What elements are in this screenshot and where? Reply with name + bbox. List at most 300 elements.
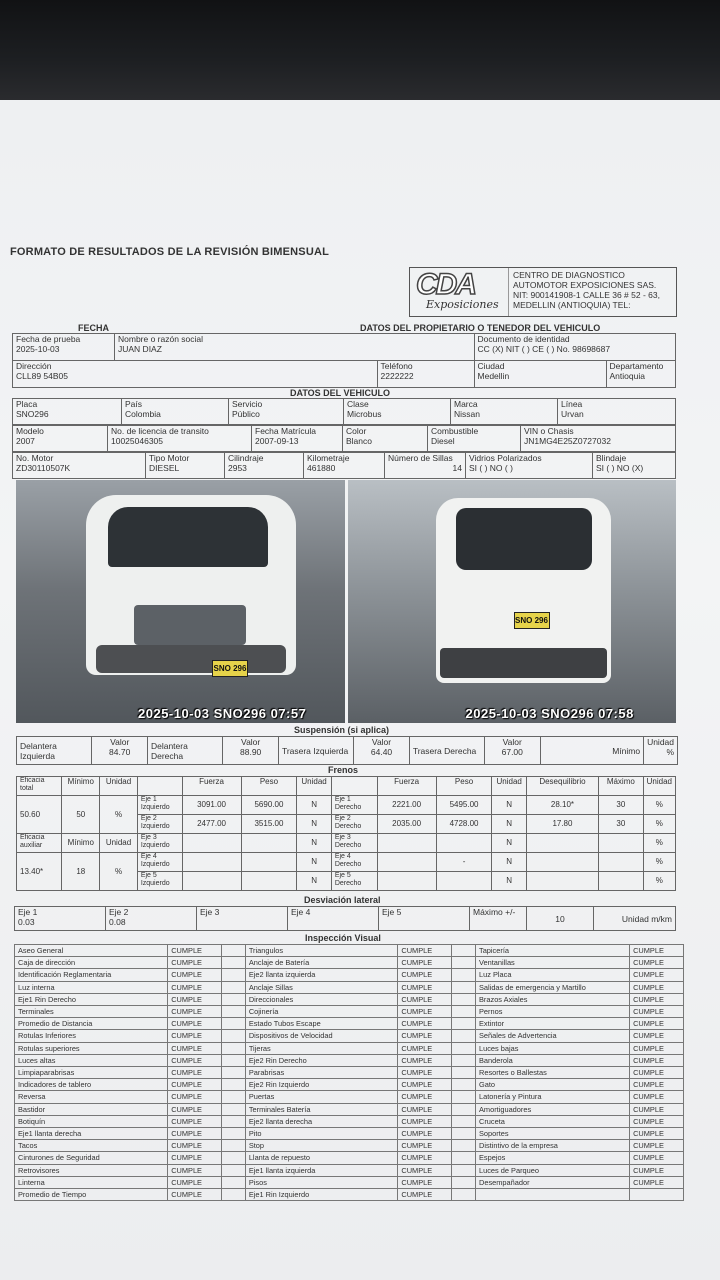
inspection-spacer	[222, 1115, 246, 1127]
inspection-item: Eje2 llanta izquierda	[245, 969, 398, 981]
inspection-item	[476, 1189, 630, 1201]
axle-left-force	[182, 872, 241, 891]
inspection-result	[630, 1189, 684, 1201]
inspection-spacer	[452, 1018, 476, 1030]
inspection-spacer	[452, 957, 476, 969]
inspection-item: Eje1 llanta derecha	[15, 1128, 168, 1140]
section-title-propietario: DATOS DEL PROPIETARIO O TENEDOR DEL VEHICULO	[360, 323, 601, 333]
inspection-item: Cinturones de Seguridad	[15, 1152, 168, 1164]
inspection-result: CUMPLE	[168, 1164, 222, 1176]
inspection-row	[15, 945, 684, 957]
brake-header: Unidad	[643, 777, 675, 796]
inspection-item: Anclaje de Batería	[245, 957, 398, 969]
inspection-spacer	[222, 1079, 246, 1091]
inspection-item: Eje2 Rin Derecho	[245, 1054, 398, 1066]
deviation-unit: Unidad m/km	[594, 907, 676, 931]
susp-value-front-left: 84.70	[109, 747, 131, 757]
inspection-row	[15, 1115, 684, 1127]
owner-city: Medellin	[477, 371, 510, 381]
brake-header: Peso	[436, 777, 492, 796]
axle-unit: %	[643, 872, 675, 891]
label: Blindaje	[596, 453, 627, 463]
label: Valor	[502, 737, 522, 747]
inspection-row	[15, 1054, 684, 1066]
axle-left-label: Eje 3 Izquierdo	[137, 834, 182, 853]
label: Color	[346, 426, 367, 436]
vehicle-country: Colombia	[125, 409, 161, 419]
owner-address: CLL89 54B05	[16, 371, 68, 381]
axle-right-weight: 4728.00	[436, 815, 492, 834]
inspection-result: CUMPLE	[168, 1189, 222, 1201]
label: Teléfono	[380, 361, 413, 371]
label: Unidad	[647, 737, 674, 747]
axle-left-label: Eje 4 Izquierdo	[137, 853, 182, 872]
label: Combustible	[431, 426, 479, 436]
inspection-row	[15, 1018, 684, 1030]
label: Fecha de prueba	[16, 334, 81, 344]
vehicle-plate: SNO296	[16, 409, 49, 419]
label: Clase	[347, 399, 369, 409]
axle-right-force	[377, 834, 436, 853]
inspection-row	[15, 1176, 684, 1188]
axle-right-force: 2035.00	[377, 815, 436, 834]
cda-logo-box	[409, 267, 677, 317]
axle-right-force	[377, 872, 436, 891]
vehicle-mileage: 461880	[307, 463, 336, 473]
susp-header: Delantera Derecha	[147, 737, 222, 765]
axle-unit: %	[643, 796, 675, 815]
inspection-item: Direccionales	[245, 993, 398, 1005]
photo-rear	[348, 480, 677, 723]
inspection-spacer	[452, 969, 476, 981]
label: Eje 1	[18, 907, 38, 917]
inspection-item: Ventanillas	[476, 957, 630, 969]
vehicle-table-2	[12, 425, 676, 452]
inspection-item: Extintor	[476, 1018, 630, 1030]
inspection-result: CUMPLE	[630, 969, 684, 981]
inspection-spacer	[222, 1018, 246, 1030]
axle-left-unit: N	[297, 834, 331, 853]
inspection-item: Luz interna	[15, 981, 168, 993]
photo-front	[16, 480, 345, 723]
inspection-result: CUMPLE	[168, 945, 222, 957]
front-plate: SNO 296	[212, 660, 248, 677]
axle-right-label: Eje 5 Derecho	[331, 872, 377, 891]
axle-left-weight	[241, 872, 297, 891]
axle-right-force: 2221.00	[377, 796, 436, 815]
axle-left-force: 3091.00	[182, 796, 241, 815]
inspection-result: CUMPLE	[168, 1103, 222, 1115]
section-title-inspeccion: Inspección Visual	[305, 933, 381, 943]
axle-left-unit: N	[297, 853, 331, 872]
inspection-item: Eje2 llanta derecha	[245, 1115, 398, 1127]
cda-logo	[410, 268, 509, 316]
inspection-item: Dispositivos de Velocidad	[245, 1030, 398, 1042]
inspection-result: CUMPLE	[398, 993, 452, 1005]
inspection-spacer	[452, 945, 476, 957]
vehicle-color: Blanco	[346, 436, 372, 446]
brake-efficiency-aux: 13.40*	[17, 853, 62, 891]
inspection-result: CUMPLE	[630, 1030, 684, 1042]
brake-header: Mínimo	[62, 777, 100, 796]
label: Vidrios Polarizados	[469, 453, 542, 463]
inspection-result: CUMPLE	[630, 981, 684, 993]
inspection-result: CUMPLE	[630, 1140, 684, 1152]
inspection-result: CUMPLE	[398, 1176, 452, 1188]
inspection-result: CUMPLE	[630, 1091, 684, 1103]
vehicle-model: 2007	[16, 436, 35, 446]
inspection-result: CUMPLE	[630, 1079, 684, 1091]
inspection-spacer	[222, 1176, 246, 1188]
inspection-result: CUMPLE	[630, 1115, 684, 1127]
inspection-result: CUMPLE	[630, 1176, 684, 1188]
vehicle-seats: 14	[452, 463, 462, 473]
inspection-spacer	[452, 1030, 476, 1042]
inspection-item: Señales de Advertencia	[476, 1030, 630, 1042]
inspection-spacer	[222, 969, 246, 981]
rear-bumper	[440, 648, 607, 678]
axle-left-force: 2477.00	[182, 815, 241, 834]
cda-logo-mark: CDA	[416, 268, 475, 301]
axle-left-force	[182, 834, 241, 853]
inspection-spacer	[452, 1152, 476, 1164]
label: Ciudad	[477, 361, 505, 371]
inspection-item: Amortiguadores	[476, 1103, 630, 1115]
label: Número de Sillas	[388, 453, 453, 463]
inspection-row	[15, 1152, 684, 1164]
label: Eje 4	[291, 907, 311, 917]
inspection-result: CUMPLE	[398, 945, 452, 957]
inspection-spacer	[222, 1030, 246, 1042]
bumper	[96, 645, 286, 673]
inspection-result: CUMPLE	[398, 1140, 452, 1152]
inspection-item: Luz Placa	[476, 969, 630, 981]
inspection-item: Luces bajas	[476, 1042, 630, 1054]
inspection-result: CUMPLE	[168, 1115, 222, 1127]
inspection-result: CUMPLE	[630, 957, 684, 969]
axle-unit: %	[643, 834, 675, 853]
inspection-spacer	[222, 945, 246, 957]
inspection-result: CUMPLE	[630, 1042, 684, 1054]
deviation-axle1: 0.03	[18, 917, 35, 927]
inspection-item: Caja de dirección	[15, 957, 168, 969]
axle-left-label: Eje 2 Izquierdo	[137, 815, 182, 834]
axle-imbalance: 28.10*	[526, 796, 598, 815]
brake-header: Unidad	[100, 834, 138, 853]
brake-header: Peso	[241, 777, 297, 796]
inspection-result: CUMPLE	[630, 1152, 684, 1164]
inspection-table	[14, 944, 684, 1201]
photo-background-top	[0, 0, 720, 100]
label: VIN o Chasis	[524, 426, 574, 436]
inspection-row	[15, 1042, 684, 1054]
inspection-spacer	[222, 1091, 246, 1103]
inspection-item: Soportes	[476, 1128, 630, 1140]
owner-phone: 2222222	[380, 371, 414, 381]
inspection-spacer	[452, 1091, 476, 1103]
brake-efficiency-aux-unit: %	[100, 853, 138, 891]
inspection-result: CUMPLE	[630, 1054, 684, 1066]
brake-header: Máximo	[599, 777, 644, 796]
axle-imbalance: 17.80	[526, 815, 598, 834]
inspection-result: CUMPLE	[630, 1018, 684, 1030]
inspection-result: CUMPLE	[168, 1018, 222, 1030]
inspection-spacer	[452, 1115, 476, 1127]
deviation-axle2: 0.08	[109, 917, 126, 927]
inspection-item: Terminales	[15, 1006, 168, 1018]
axle-right-weight: 5495.00	[436, 796, 492, 815]
label: Modelo	[16, 426, 44, 436]
suspension-table	[16, 736, 678, 765]
inspection-result: CUMPLE	[168, 1030, 222, 1042]
inspection-result: CUMPLE	[630, 993, 684, 1005]
susp-header: Delantera Izquierda	[17, 737, 92, 765]
inspection-result: CUMPLE	[398, 1054, 452, 1066]
company-line: NIT: 900141908-1 CALLE 36 # 52 - 63,	[513, 290, 660, 300]
axle-right-label: Eje 2 Derecho	[331, 815, 377, 834]
inspection-item: Rotulas superiores	[15, 1042, 168, 1054]
inspection-result: CUMPLE	[168, 1079, 222, 1091]
inspection-spacer	[222, 1152, 246, 1164]
inspection-result: CUMPLE	[398, 1115, 452, 1127]
label: Tipo Motor	[149, 453, 190, 463]
axle-imbalance	[526, 872, 598, 891]
inspection-result: CUMPLE	[398, 1042, 452, 1054]
vehicle-photos	[16, 480, 676, 723]
label: Documento de identidad	[477, 334, 570, 344]
vehicle-registration-date: 2007-09-13	[255, 436, 299, 446]
company-line: AUTOMOTOR EXPOSICIONES SAS.	[513, 280, 657, 290]
label: Línea	[561, 399, 583, 409]
brake-efficiency-min: 50	[62, 796, 100, 834]
inspection-spacer	[452, 993, 476, 1005]
inspection-row	[15, 1030, 684, 1042]
inspection-result: CUMPLE	[168, 1067, 222, 1079]
brake-efficiency-total: 50.60	[17, 796, 62, 834]
inspection-result: CUMPLE	[630, 1067, 684, 1079]
inspection-result: CUMPLE	[630, 945, 684, 957]
inspection-item: Tapicería	[476, 945, 630, 957]
inspection-spacer	[452, 1128, 476, 1140]
label: No. de licencia de transito	[111, 426, 209, 436]
axle-unit: %	[643, 815, 675, 834]
windshield	[108, 507, 268, 567]
inspection-item: Retrovisores	[15, 1164, 168, 1176]
brake-header: Unidad	[492, 777, 526, 796]
cda-logo-subtitle: Exposiciones	[426, 298, 499, 311]
vehicle-service: Público	[232, 409, 260, 419]
inspection-row	[15, 981, 684, 993]
inspection-row	[15, 1091, 684, 1103]
susp-value-rear-right: 67.00	[501, 747, 523, 757]
inspection-row	[15, 1006, 684, 1018]
inspection-result: CUMPLE	[630, 1103, 684, 1115]
axle-imbalance	[526, 834, 598, 853]
axle-right-force	[377, 853, 436, 872]
inspection-spacer	[452, 1006, 476, 1018]
inspection-spacer	[222, 993, 246, 1005]
inspection-item: Desempañador	[476, 1176, 630, 1188]
test-date: 2025-10-03	[16, 344, 60, 354]
susp-minimum-label: Mínimo	[540, 737, 644, 765]
inspection-spacer	[452, 981, 476, 993]
axle-right-label: Eje 3 Derecho	[331, 834, 377, 853]
label: Eje 3	[200, 907, 220, 917]
inspection-spacer	[222, 1164, 246, 1176]
photo-timestamp-rear: 2025-10-03 SNO296 07:58	[465, 706, 634, 721]
inspection-result: CUMPLE	[168, 1128, 222, 1140]
inspection-item: Stop	[245, 1140, 398, 1152]
axle-left-force	[182, 853, 241, 872]
axle-right-unit: N	[492, 815, 526, 834]
inspection-item: Eje2 Rin Izquierdo	[245, 1079, 398, 1091]
brake-efficiency-aux-min: 18	[62, 853, 100, 891]
inspection-result: CUMPLE	[168, 969, 222, 981]
label: Placa	[16, 399, 38, 409]
axle-max: 30	[599, 796, 644, 815]
inspection-result: CUMPLE	[398, 1079, 452, 1091]
label: País	[125, 399, 143, 409]
inspection-result: CUMPLE	[398, 1103, 452, 1115]
inspection-row	[15, 993, 684, 1005]
section-title-fecha: FECHA	[78, 323, 109, 333]
inspection-item: Anclaje Sillas	[245, 981, 398, 993]
document-title: FORMATO DE RESULTADOS DE LA REVISIÓN BIMENSUAL	[10, 246, 330, 258]
inspection-item: Botiquín	[15, 1115, 168, 1127]
inspection-result: CUMPLE	[398, 1152, 452, 1164]
label: Cilindraje	[228, 453, 264, 463]
inspection-result: CUMPLE	[630, 1128, 684, 1140]
inspection-result: CUMPLE	[630, 1006, 684, 1018]
label: Servicio	[232, 399, 263, 409]
inspection-item: Eje1 Rin Izquierdo	[245, 1189, 398, 1201]
inspection-item: Bastidor	[15, 1103, 168, 1115]
brake-header: Fuerza	[182, 777, 241, 796]
inspection-item: Luces de Parqueo	[476, 1164, 630, 1176]
inspection-item: Cruceta	[476, 1115, 630, 1127]
inspection-result: CUMPLE	[398, 1030, 452, 1042]
vehicle-table-3	[12, 452, 676, 479]
brake-header: Mínimo	[62, 834, 100, 853]
inspection-row	[15, 1140, 684, 1152]
owner-department: Antioquia	[609, 371, 645, 381]
inspection-result: CUMPLE	[398, 1018, 452, 1030]
axle-right-label: Eje 4 Derecho	[331, 853, 377, 872]
rear-window	[456, 508, 592, 570]
inspection-item: Pisos	[245, 1176, 398, 1188]
axle-right-unit: N	[492, 834, 526, 853]
section-title-frenos: Frenos	[328, 765, 359, 775]
label: Departamento	[609, 361, 664, 371]
vehicle-armor: SI ( ) NO (X)	[596, 463, 644, 473]
inspection-result: CUMPLE	[398, 981, 452, 993]
axle-max: 30	[599, 815, 644, 834]
brake-header: Fuerza	[377, 777, 436, 796]
susp-value-rear-left: 64.40	[370, 747, 393, 757]
inspection-item: Salidas de emergencia y Martillo	[476, 981, 630, 993]
vehicle-tinted-windows: SI ( ) NO ( )	[469, 463, 513, 473]
inspection-result: CUMPLE	[398, 1189, 452, 1201]
inspection-spacer	[222, 1054, 246, 1066]
inspection-result: CUMPLE	[398, 969, 452, 981]
inspection-spacer	[452, 1067, 476, 1079]
label: No. Motor	[16, 453, 54, 463]
label: Eje 5	[382, 907, 402, 917]
inspection-row	[15, 969, 684, 981]
axle-left-weight	[241, 853, 297, 872]
axle-left-unit: N	[297, 872, 331, 891]
inspection-item: Aseo General	[15, 945, 168, 957]
axle-right-label: Eje 1 Derecho	[331, 796, 377, 815]
inspection-result: CUMPLE	[630, 1164, 684, 1176]
inspection-result: CUMPLE	[168, 1091, 222, 1103]
axle-imbalance	[526, 853, 598, 872]
inspection-item: Triangulos	[245, 945, 398, 957]
inspection-item: Eje1 Rin Derecho	[15, 993, 168, 1005]
label: Marca	[454, 399, 478, 409]
inspection-item: Reversa	[15, 1091, 168, 1103]
label: Valor	[110, 737, 130, 747]
label: Dirección	[16, 361, 52, 371]
inspection-item: Luces altas	[15, 1054, 168, 1066]
vehicle-line: Urvan	[561, 409, 584, 419]
section-title-desviacion: Desviación lateral	[304, 895, 381, 905]
inspection-result: CUMPLE	[168, 981, 222, 993]
vehicle-vin: JN1MG4E25Z0727032	[524, 436, 611, 446]
brake-header: Unidad	[100, 777, 138, 796]
inspection-spacer	[222, 981, 246, 993]
inspection-row	[15, 1164, 684, 1176]
inspection-spacer	[452, 1140, 476, 1152]
brake-header: Eficacia total	[17, 777, 62, 796]
inspection-row	[15, 1067, 684, 1079]
inspection-item: Promedio de Tiempo	[15, 1189, 168, 1201]
inspection-spacer	[452, 1103, 476, 1115]
owner-table	[12, 333, 676, 388]
inspection-item: Resortes o Ballestas	[476, 1067, 630, 1079]
label: Fecha Matrícula	[255, 426, 316, 436]
axle-max	[599, 853, 644, 872]
vehicle-displacement: 2953	[228, 463, 247, 473]
grill	[134, 605, 246, 645]
inspection-result: CUMPLE	[168, 1176, 222, 1188]
susp-value-front-right: 88.90	[240, 747, 262, 757]
company-line: MEDELLIN (ANTIOQUIA) TEL:	[513, 300, 631, 310]
axle-right-unit: N	[492, 796, 526, 815]
inspection-spacer	[222, 1189, 246, 1201]
inspection-item: Llanta de repuesto	[245, 1152, 398, 1164]
inspection-result: CUMPLE	[168, 993, 222, 1005]
inspection-spacer	[222, 1103, 246, 1115]
brake-header: Desequilibrio	[526, 777, 598, 796]
owner-document: CC (X) NIT ( ) CE ( ) No. 98698687	[477, 344, 611, 354]
inspection-result: CUMPLE	[168, 1152, 222, 1164]
deviation-max-label: Máximo +/-	[470, 907, 527, 931]
inspection-item: Linterna	[15, 1176, 168, 1188]
inspection-item: Eje1 llanta izquierda	[245, 1164, 398, 1176]
axle-left-unit: N	[297, 796, 331, 815]
inspection-item: Banderola	[476, 1054, 630, 1066]
deviation-table	[14, 906, 676, 931]
inspection-result: CUMPLE	[398, 1091, 452, 1103]
inspection-spacer	[452, 1164, 476, 1176]
inspection-result: CUMPLE	[168, 1054, 222, 1066]
vehicle-class: Microbus	[347, 409, 382, 419]
label: Nombre o razón social	[118, 334, 204, 344]
section-title-vehiculo: DATOS DEL VEHICULO	[290, 388, 391, 398]
label: Kilometraje	[307, 453, 350, 463]
inspection-item: Rotulas Inferiores	[15, 1030, 168, 1042]
